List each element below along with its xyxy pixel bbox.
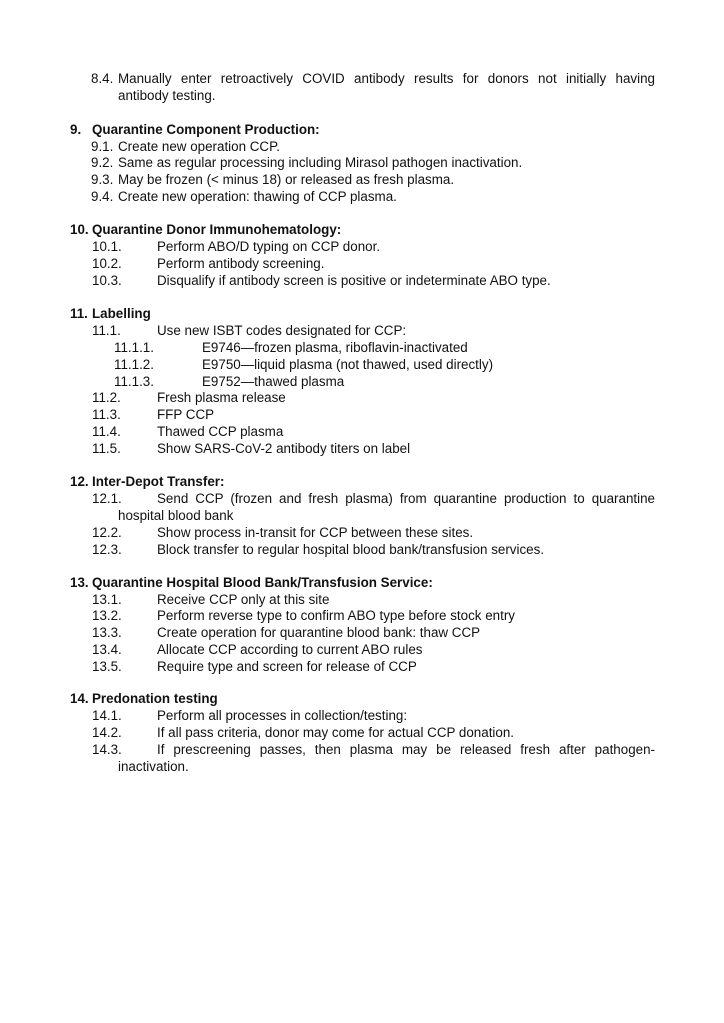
- item-number: 11.4.: [92, 424, 121, 439]
- item-number: 12.1.: [92, 491, 122, 506]
- item-number: 14.2.: [92, 725, 122, 740]
- subitem-text: E9746—frozen plasma, riboflavin-inactivated: [202, 340, 468, 355]
- item-text: Show SARS-CoV-2 antibody titers on label: [157, 441, 411, 456]
- subitem-text: E9752—thawed plasma: [202, 374, 345, 389]
- item-number: 11.5.: [92, 441, 121, 456]
- section-title: Inter-Depot Transfer:: [92, 474, 225, 489]
- item-text: hospital blood bank: [118, 508, 234, 523]
- item-text: Allocate CCP according to current ABO rules: [157, 642, 423, 657]
- item-text: Perform all processes in collection/testing:: [157, 708, 408, 723]
- item-number: 12.3.: [92, 542, 122, 557]
- item-text: May be frozen (< minus 18) or released as fresh plasma.: [118, 172, 455, 187]
- item-text: If prescreening passes, then plasma may be released fresh after pathogen-: [157, 742, 655, 757]
- item-text: Show process in-transit for CCP between these sites.: [157, 525, 474, 540]
- item-number: 9.4.: [91, 189, 114, 204]
- list-item-14-3: [0, 741, 724, 758]
- list-item-8-4: [0, 70, 724, 87]
- item-text: If all pass criteria, donor may come for actual CCP donation.: [157, 725, 515, 740]
- item-text: Manually enter retroactively COVID antibody results for donors not initially having: [118, 71, 655, 86]
- section-number: 14.: [70, 691, 89, 706]
- item-number: 13.3.: [92, 625, 122, 640]
- subitem-number: 11.1.3.: [114, 374, 154, 389]
- section-title: Labelling: [92, 306, 151, 321]
- section-number: 9.: [70, 122, 82, 137]
- section-title: Quarantine Hospital Blood Bank/Transfusion Service:: [92, 575, 433, 590]
- item-text: Perform antibody screening.: [157, 256, 325, 271]
- item-number: 11.1.: [92, 323, 121, 338]
- item-number: 10.1.: [92, 239, 122, 254]
- item-text: Thawed CCP plasma: [157, 424, 284, 439]
- item-text: Create new operation CCP.: [118, 139, 281, 154]
- item-number: 8.4.: [91, 71, 114, 86]
- item-text: Fresh plasma release: [157, 390, 286, 405]
- section-number: 12.: [70, 474, 89, 489]
- item-number: 13.1.: [92, 592, 122, 607]
- item-number: 9.2.: [91, 155, 114, 170]
- subitem-number: 11.1.2.: [114, 357, 154, 372]
- item-number: 11.3.: [92, 407, 121, 422]
- item-number: 14.1.: [92, 708, 122, 723]
- item-number: 9.1.: [91, 139, 114, 154]
- item-text: Receive CCP only at this site: [157, 592, 330, 607]
- subitem-number: 11.1.1.: [114, 340, 154, 355]
- item-number: 13.2.: [92, 608, 122, 623]
- subitem-text: E9750—liquid plasma (not thawed, used directly): [202, 357, 494, 372]
- item-number: 9.3.: [91, 172, 114, 187]
- section-title: Quarantine Component Production:: [92, 122, 320, 137]
- item-text: inactivation.: [118, 759, 189, 774]
- item-text: Create operation for quarantine blood bank: thaw CCP: [157, 625, 481, 640]
- item-number: 10.3.: [92, 273, 122, 288]
- item-number: 10.2.: [92, 256, 122, 271]
- item-number: 11.2.: [92, 390, 121, 405]
- section-title: Predonation testing: [92, 691, 218, 706]
- item-number: 12.2.: [92, 525, 122, 540]
- item-text: Perform ABO/D typing on CCP donor.: [157, 239, 381, 254]
- item-number: 13.4.: [92, 642, 122, 657]
- item-number: 14.3.: [92, 742, 122, 757]
- section-title: Quarantine Donor Immunohematology:: [92, 222, 342, 237]
- item-text: Same as regular processing including Mirasol pathogen inactivation.: [118, 155, 523, 170]
- item-text: Block transfer to regular hospital blood bank/transfusion services.: [157, 542, 545, 557]
- item-text: Disqualify if antibody screen is positive or indeterminate ABO type.: [157, 273, 551, 288]
- item-text: Create new operation: thawing of CCP plasma.: [118, 189, 397, 204]
- item-text: Perform reverse type to confirm ABO type before stock entry: [157, 608, 515, 623]
- item-text: FFP CCP: [157, 407, 215, 422]
- item-text: Use new ISBT codes designated for CCP:: [157, 323, 407, 338]
- item-text: Send CCP (frozen and fresh plasma) from quarantine production to quarantine: [157, 491, 655, 506]
- item-text: Require type and screen for release of CCP: [157, 659, 417, 674]
- section-number: 11.: [70, 306, 88, 321]
- section-number: 13.: [70, 575, 89, 590]
- section-number: 10.: [70, 222, 89, 237]
- item-number: 13.5.: [92, 659, 122, 674]
- list-item-12-1: [0, 490, 724, 507]
- item-text: antibody testing.: [118, 88, 216, 103]
